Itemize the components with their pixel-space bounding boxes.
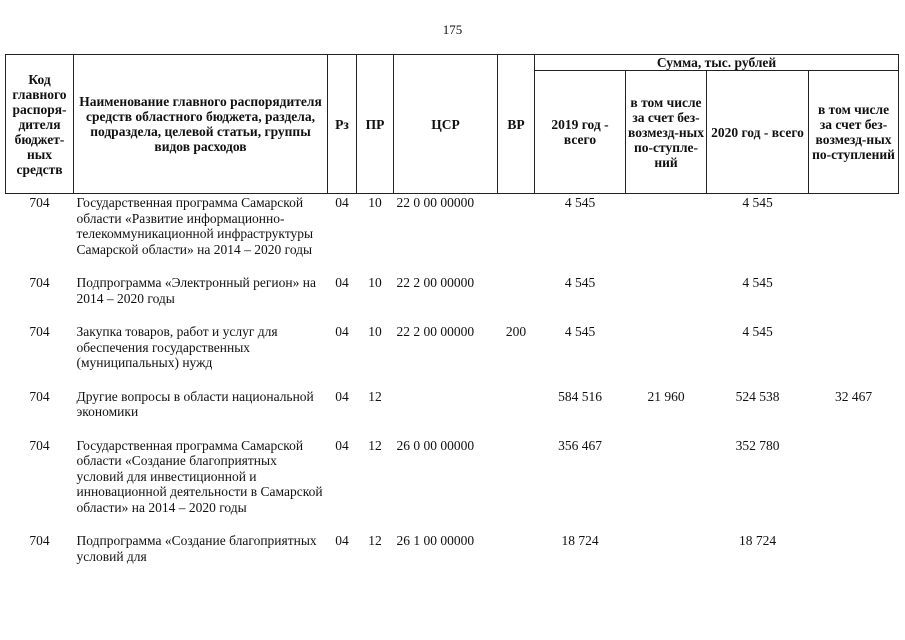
row-spacer bbox=[6, 257, 899, 275]
sum-group-header: Сумма, тыс. рублей bbox=[535, 55, 899, 71]
cell-y2020-grants: 32 467 bbox=[834, 388, 873, 404]
cell-vr bbox=[498, 533, 535, 564]
cell-y2020: 4 545 bbox=[742, 324, 773, 339]
table-row bbox=[6, 438, 899, 516]
cell-csr: 22 2 00 00000 bbox=[396, 324, 475, 339]
cell-y2019-grants bbox=[626, 275, 707, 306]
table-header bbox=[6, 55, 899, 194]
cell-y2020-grants bbox=[809, 275, 899, 306]
cell-code: 704 bbox=[29, 324, 50, 339]
cell-vr bbox=[498, 275, 535, 306]
cell-y2020-grants bbox=[809, 324, 899, 371]
cell-rz: 04 bbox=[335, 388, 349, 404]
cell-y2020: 4 545 bbox=[742, 195, 773, 210]
cell-pr: 12 bbox=[368, 533, 382, 548]
cell-y2019-grants bbox=[626, 438, 707, 516]
cell-name: Государственная программа Самарской области «Развитие информационно-телекоммуникационной инфраструктуры Самарской области» на 2014 – 2020 годы bbox=[76, 195, 314, 257]
cell-vr bbox=[498, 194, 535, 258]
table-row bbox=[6, 194, 899, 258]
cell-name: Закупка товаров, работ и услуг для обеспечения государственных (муниципальных) нужд bbox=[76, 324, 278, 370]
cell-rz: 04 bbox=[335, 324, 349, 339]
cell-rz: 04 bbox=[335, 437, 349, 453]
table-body bbox=[6, 194, 899, 565]
cell-name: Подпрограмма «Создание благоприятных условий для bbox=[76, 533, 317, 564]
budget-table bbox=[5, 54, 899, 564]
row-spacer-cell bbox=[6, 371, 899, 389]
col-2020-grants-header: в том числе за счет без-возмезд-ных по-ступлений bbox=[809, 71, 899, 194]
row-spacer-cell bbox=[6, 420, 899, 438]
cell-code: 704 bbox=[29, 437, 50, 453]
cell-code: 704 bbox=[29, 275, 50, 290]
cell-y2019-grants bbox=[626, 194, 707, 258]
cell-vr: 200 bbox=[505, 324, 527, 339]
cell-y2019: 18 724 bbox=[561, 533, 599, 548]
cell-y2020-grants bbox=[809, 194, 899, 258]
cell-y2020: 524 538 bbox=[735, 388, 780, 404]
col-2019-grants-header: в том числе за счет без-возмезд-ных по-ступле-ний bbox=[626, 71, 707, 194]
cell-name: Другие вопросы в области национальной экономики bbox=[76, 388, 314, 419]
table-row bbox=[6, 533, 899, 564]
cell-y2019: 4 545 bbox=[564, 275, 596, 290]
row-spacer-cell bbox=[6, 257, 899, 275]
cell-code: 704 bbox=[29, 195, 50, 210]
cell-y2020: 4 545 bbox=[742, 275, 773, 290]
cell-y2019: 4 545 bbox=[564, 195, 596, 210]
cell-pr: 10 bbox=[368, 195, 382, 210]
cell-csr: 26 1 00 00000 bbox=[396, 533, 475, 548]
page-number: 175 bbox=[442, 22, 463, 37]
cell-rz: 04 bbox=[335, 275, 349, 290]
cell-vr bbox=[498, 389, 535, 420]
cell-pr: 12 bbox=[368, 437, 382, 453]
row-spacer-cell bbox=[6, 306, 899, 324]
cell-code: 704 bbox=[29, 533, 50, 548]
cell-y2019: 584 516 bbox=[558, 388, 602, 404]
cell-y2020: 352 780 bbox=[735, 437, 780, 453]
col-2020-total-header: 2020 год - всего bbox=[707, 71, 809, 194]
cell-y2019-grants bbox=[626, 533, 707, 564]
cell-rz: 04 bbox=[335, 533, 349, 548]
row-spacer bbox=[6, 306, 899, 324]
col-vr-header: ВР bbox=[498, 55, 535, 194]
table-row bbox=[6, 275, 899, 306]
cell-rz: 04 bbox=[335, 195, 349, 210]
cell-pr: 12 bbox=[368, 388, 382, 404]
col-rz-header: Рз bbox=[328, 55, 357, 194]
col-pr-header: ПР bbox=[357, 55, 394, 194]
table-row bbox=[6, 389, 899, 420]
cell-csr: 26 0 00 00000 bbox=[396, 437, 475, 453]
cell-y2020-grants bbox=[809, 438, 899, 516]
cell-name: Государственная программа Самарской области «Создание благоприятных условий для инвестиционной и инновационной деятельности в Самарской области» на 2014 – 2020 годы bbox=[76, 437, 323, 515]
cell-csr: 22 0 00 00000 bbox=[396, 195, 475, 210]
cell-y2020: 18 724 bbox=[738, 533, 777, 548]
cell-csr bbox=[394, 389, 498, 420]
cell-name: Подпрограмма «Электронный регион» на 2014 – 2020 годы bbox=[76, 275, 316, 306]
cell-code: 704 bbox=[29, 388, 50, 404]
col-code-header: Код главного распоря-дителя бюджет-ных средств bbox=[6, 55, 74, 194]
cell-y2019-grants: 21 960 bbox=[647, 388, 685, 404]
cell-y2019-grants bbox=[626, 324, 707, 371]
cell-y2020-grants bbox=[809, 533, 899, 564]
cell-pr: 10 bbox=[368, 324, 382, 339]
table-row bbox=[6, 324, 899, 371]
col-csr-header: ЦСР bbox=[394, 55, 498, 194]
row-spacer bbox=[6, 371, 899, 389]
cell-pr: 10 bbox=[368, 275, 382, 290]
cell-vr bbox=[498, 438, 535, 516]
cell-csr: 22 2 00 00000 bbox=[396, 275, 475, 290]
cell-y2019: 4 545 bbox=[564, 324, 596, 339]
col-2019-total-header: 2019 год - всего bbox=[535, 71, 626, 194]
row-spacer bbox=[6, 420, 899, 438]
row-spacer-cell bbox=[6, 515, 899, 533]
cell-y2019: 356 467 bbox=[558, 437, 602, 453]
row-spacer bbox=[6, 515, 899, 533]
col-name-header: Наименование главного распорядителя средств областного бюджета, раздела, подраздела, целевой статьи, группы видов расходов bbox=[74, 55, 328, 194]
